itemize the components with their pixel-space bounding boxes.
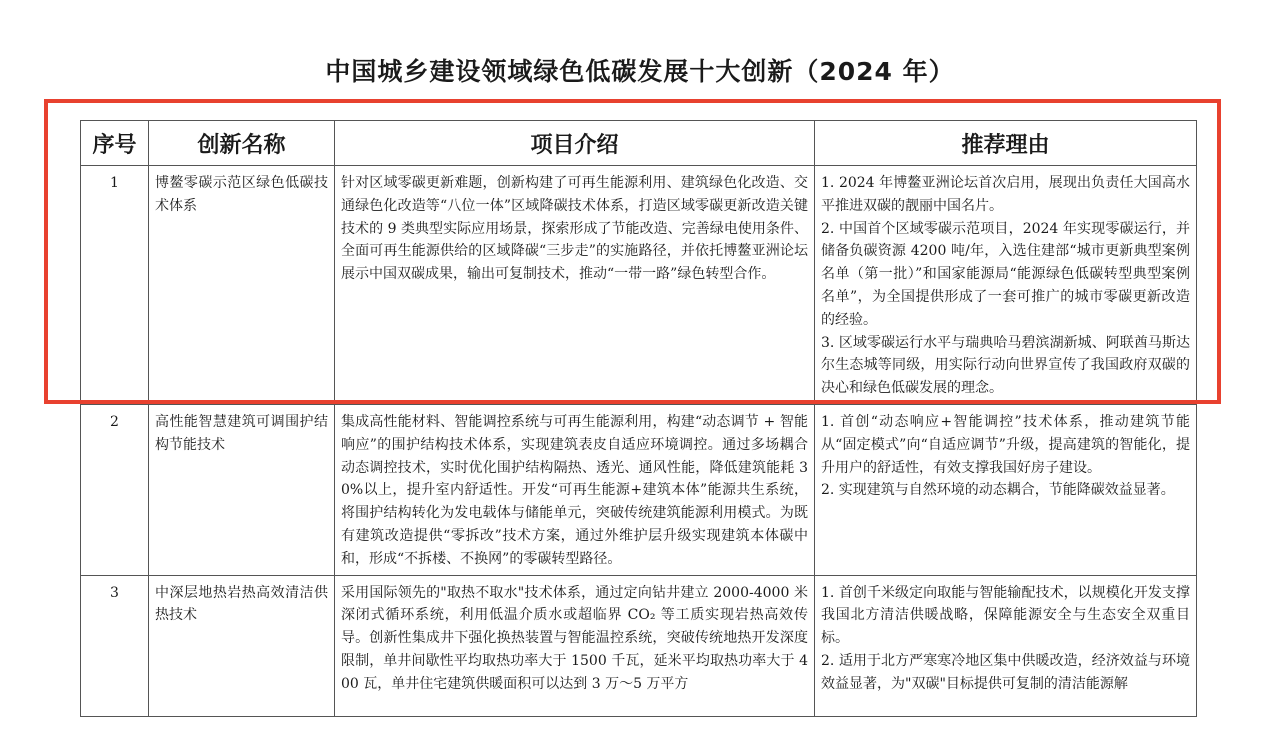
project-intro: 采用国际领先的"取热不取水"技术体系，通过定向钻井建立 2000-4000 米深闭式循环系统，利用低温介质水或超临界 CO₂ 等工质实现岩热高效传导。创新性集成井下强化换热装置与智能温控系统，突破传统地热开发深度限制，单井间歇性平均取热功率大于 1500 千瓦，延米平均取热功率大于 400 瓦，单井住宅建筑供暖面积可以达到 3 万～5 万平方 <box>335 575 815 716</box>
header-name: 创新名称 <box>149 121 335 166</box>
recommendation-reasons <box>815 166 1197 405</box>
recommendation-reasons <box>815 404 1197 575</box>
row-number: 1 <box>81 166 149 405</box>
project-intro: 集成高性能材料、智能调控系统与可再生能源利用，构建“动态调节 + 智能响应”的围护结构技术体系，实现建筑表皮自适应环境调控。通过多场耦合动态调控技术，实时优化围护结构隔热、透光、通风性能，降低建筑能耗 30%以上，提升室内舒适性。开发“可再生能源+建筑本体”能源共生系统，将围护结构转化为发电载体与储能单元，突破传统建筑能源利用模式。为既有建筑改造提供“零拆改”技术方案，通过外维护层升级实现建筑本体碳中和，形成“不拆楼、不换网”的零碳转型路径。 <box>335 404 815 575</box>
document-title: 中国城乡建设领域绿色低碳发展十大创新（2024 年） <box>325 57 955 86</box>
header-intro: 项目介绍 <box>335 121 815 166</box>
project-intro: 针对区域零碳更新难题，创新构建了可再生能源利用、建筑绿色化改造、交通绿色化改造等“八位一体”区域降碳技术体系，打造区域零碳更新改造关键技术的 9 类典型实际应用场景，探索形成了节能改造、完善绿电使用条件、全面可再生能源供给的区域降碳“三步走”的实施路径，并依托博鳌亚洲论坛展示中国双碳成果，输出可复制技术，推动“一带一路”绿色转型合作。 <box>335 166 815 405</box>
header-reason: 推荐理由 <box>815 121 1197 166</box>
innovation-table <box>80 120 1197 717</box>
innovation-name: 中深层地热岩热高效清洁供热技术 <box>149 575 335 716</box>
reason-item: 1. 首创千米级定向取能与智能输配技术，以规模化开发支撑我国北方清洁供暖战略，保障能源安全与生态安全双重目标。 <box>821 584 1190 647</box>
reason-item: 2. 中国首个区域零碳示范项目，2024 年实现零碳运行，并储备负碳资源 4200 吨/年，入选住建部“城市更新典型案例名单（第一批）”和国家能源局“能源绿色低碳转型典型案例名单”，为全国提供形成了一套可推广的城市零碳更新改造的经验。 <box>821 220 1190 328</box>
header-no: 序号 <box>81 121 149 166</box>
recommendation-reasons <box>815 575 1197 716</box>
row-number: 3 <box>81 575 149 716</box>
row-number: 2 <box>81 404 149 575</box>
reason-item: 2. 适用于北方严寒寒冷地区集中供暖改造，经济效益与环境效益显著，为"双碳"目标提供可复制的清洁能源解 <box>821 652 1190 692</box>
innovation-name: 博鳌零碳示范区绿色低碳技术体系 <box>149 166 335 405</box>
table-header-row <box>81 121 1197 166</box>
reason-item: 3. 区域零碳运行水平与瑞典哈马碧滨湖新城、阿联酋马斯达尔生态城等同级，用实际行动向世界宣传了我国政府双碳的决心和绿色低碳发展的理念。 <box>821 334 1190 397</box>
table-row <box>81 166 1197 405</box>
table-row <box>81 404 1197 575</box>
reason-item: 1. 首创“动态响应+智能调控”技术体系，推动建筑节能从“固定模式”向“自适应调节”升级，提高建筑的智能化，提升用户的舒适性，有效支撑我国好房子建设。 <box>821 413 1190 476</box>
table-row <box>81 575 1197 716</box>
reason-item: 2. 实现建筑与自然环境的动态耦合，节能降碳效益显著。 <box>821 482 1175 499</box>
innovation-name: 高性能智慧建筑可调围护结构节能技术 <box>149 404 335 575</box>
reason-item: 1. 2024 年博鳌亚洲论坛首次启用，展现出负责任大国高水平推进双碳的靓丽中国名片。 <box>821 175 1190 214</box>
